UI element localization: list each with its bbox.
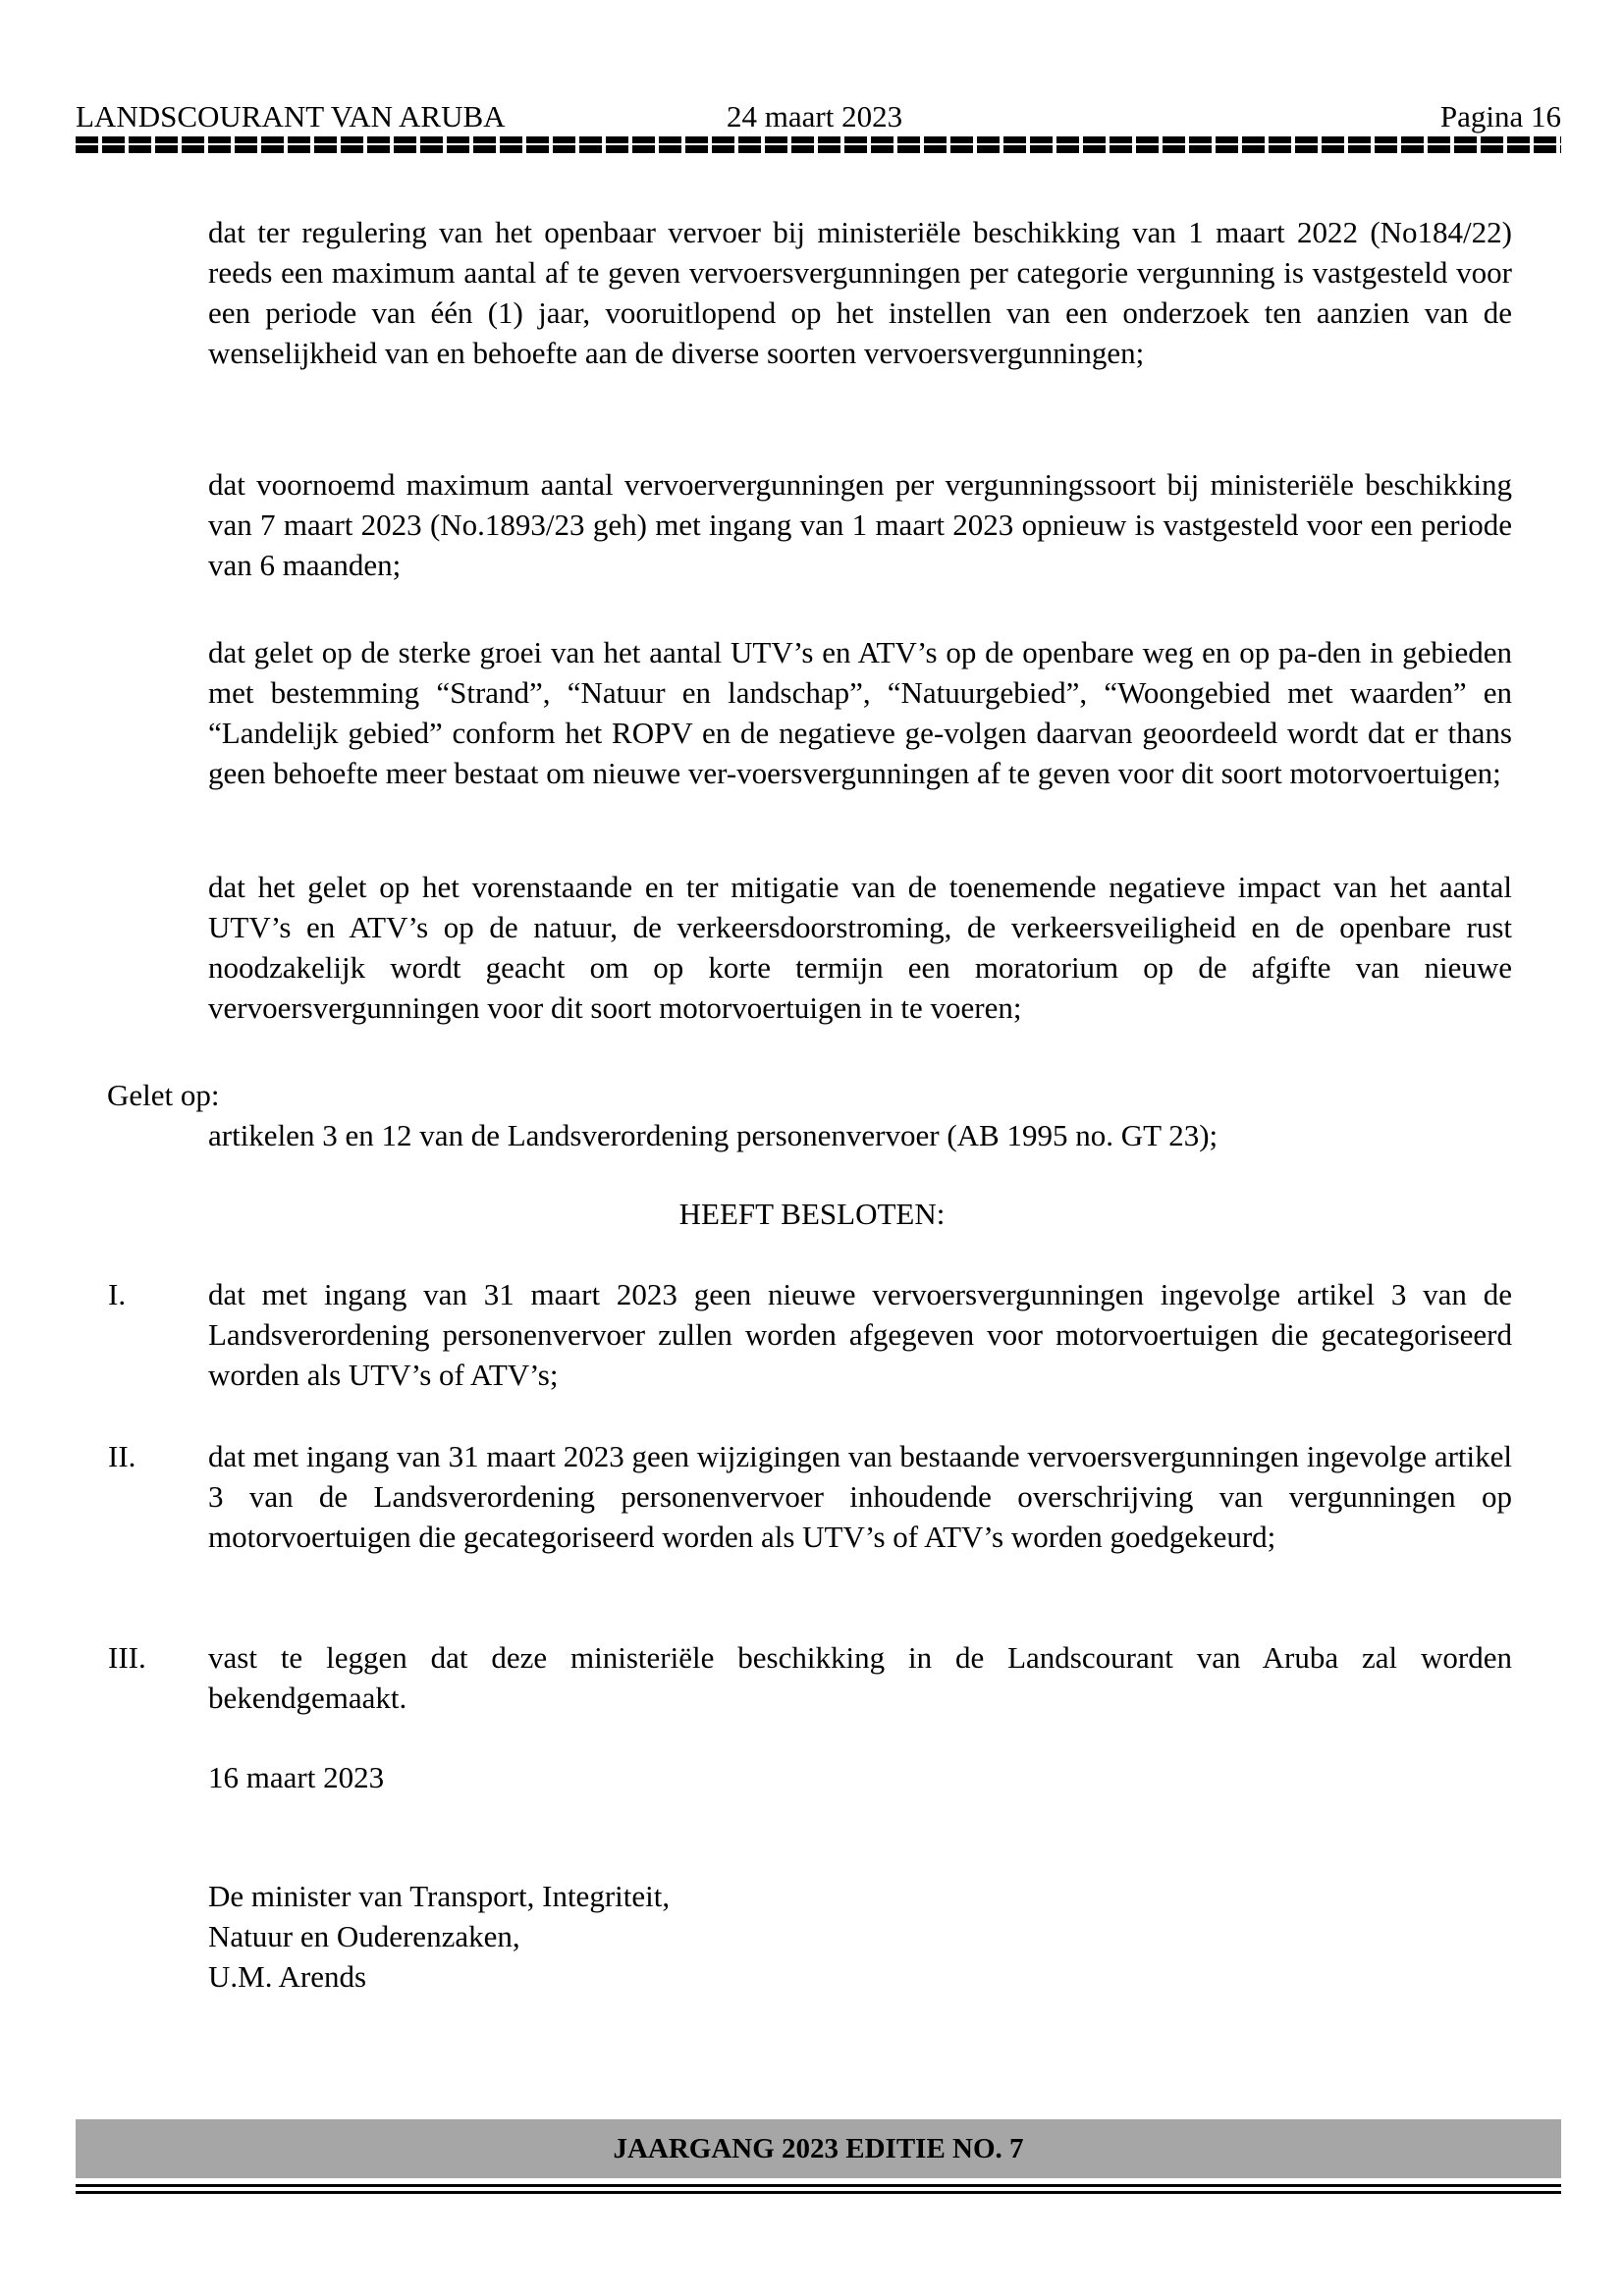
- publication-title: LANDSCOURANT VAN ARUBA: [76, 99, 506, 133]
- signature-line-1: De minister van Transport, Integriteit,: [208, 1879, 671, 1913]
- footer-edition-band: JAARGANG 2023 EDITIE NO. 7: [76, 2119, 1561, 2178]
- signature-name: U.M. Arends: [208, 1959, 367, 1994]
- page-number: Pagina 16: [1439, 99, 1561, 133]
- decision-text-3: vast te leggen dat deze ministeriële beschikking in de Landscourant van Aruba zal worden bekendgemaakt.: [208, 1640, 1512, 1715]
- gelet-label: Gelet op:: [107, 1078, 220, 1112]
- decision-text-1: dat met ingang van 31 maart 2023 geen nieuwe vervoersvergunningen ingevolge artikel 3 van de Landsverordening personenvervoer zullen worden afgegeven voor motorvoertuigen die gecategoriseerd worden als UTV’s of ATV’s;: [208, 1277, 1512, 1392]
- footer-rule-bottom: [76, 2191, 1561, 2194]
- decision-date: 16 maart 2023: [208, 1760, 385, 1794]
- considerans-paragraph-3: dat gelet op de sterke groei van het aantal UTV’s en ATV’s op de openbare weg en op pa-den in gebieden met bestemming “Strand”, “Natuur en landschap”, “Natuurgebied”, “Woongebied met waarden” en “Landelijk gebied” conform het ROPV en de negatieve ge-volgen daarvan geoordeeld wordt dat er thans geen behoefte meer bestaat om nieuwe ver-voersvergunningen af te geven voor dit soort motorvoertuigen;: [208, 635, 1512, 790]
- considerans-paragraph-1: dat ter regulering van het openbaar vervoer bij ministeriële beschikking van 1 maart 2022 (No184/22) reeds een maximum aantal af te geven vervoersvergunningen per categorie vergunning is vastgesteld voor een periode van één (1) jaar, vooruitlopend op het instellen van een onderzoek ten aanzien van de wenselijkheid van en behoefte aan de diverse soorten vervoersvergunningen;: [208, 215, 1512, 370]
- publication-date: 24 maart 2023: [727, 99, 903, 133]
- decision-numeral-2: II.: [108, 1439, 136, 1473]
- decision-text-2: dat met ingang van 31 maart 2023 geen wijzigingen van bestaande vervoersvergunningen ingevolge artikel 3 van de Landsverordening personenvervoer inhoudende overschrijving van vergunningen op motorvoertuigen die gecategoriseerd worden als UTV’s of ATV’s worden goedgekeurd;: [208, 1439, 1512, 1554]
- gelet-text: artikelen 3 en 12 van de Landsverordening personenvervoer (AB 1995 no. GT 23);: [208, 1118, 1218, 1152]
- decision-numeral-3: III.: [108, 1640, 146, 1675]
- header-divider: [76, 136, 1561, 153]
- decision-numeral-1: I.: [108, 1277, 127, 1311]
- page-header: [76, 99, 1561, 134]
- considerans-paragraph-4: dat het gelet op het vorenstaande en ter mitigatie van de toenemende negatieve impact van het aantal UTV’s en ATV’s op de natuur, de verkeersdoorstroming, de verkeersveiligheid en de openbare rust noodzakelijk wordt geacht om op korte termijn een moratorium op de afgifte van nieuwe vervoersvergunningen voor dit soort motorvoertuigen in te voeren;: [208, 870, 1512, 1025]
- considerans-paragraph-2: dat voornoemd maximum aantal vervoervergunningen per vergunningssoort bij ministeriële beschikking van 7 maart 2023 (No.1893/23 geh) met ingang van 1 maart 2023 opnieuw is vastgesteld voor een periode van 6 maanden;: [208, 467, 1512, 582]
- decision-heading: HEEFT BESLOTEN:: [678, 1197, 946, 1231]
- footer-rule-top: [76, 2184, 1561, 2187]
- signature-line-2: Natuur en Ouderenzaken,: [208, 1919, 520, 1953]
